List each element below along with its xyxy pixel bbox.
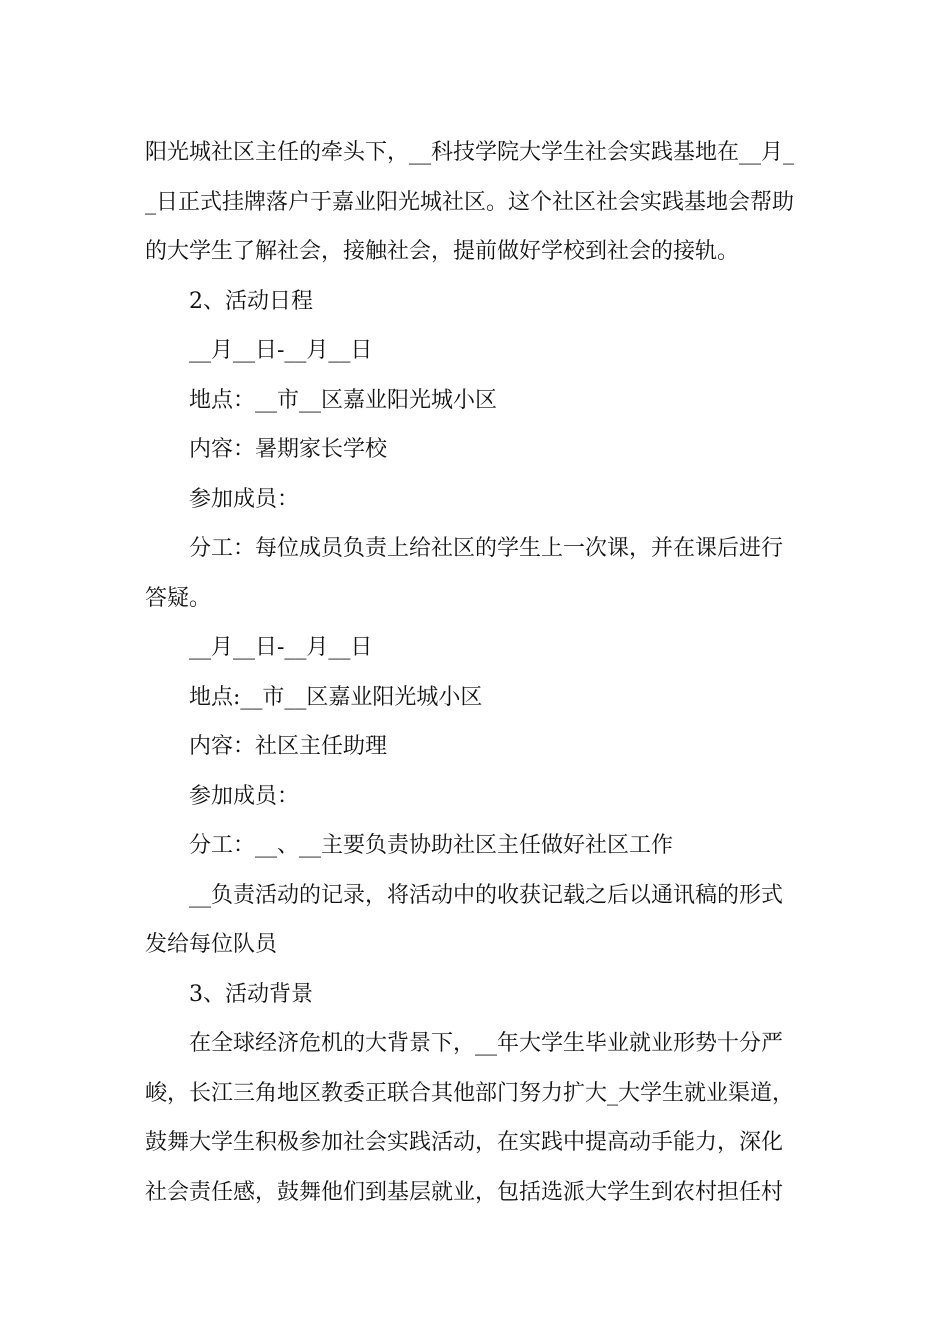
schedule-division: 分工：每位成员负责上给社区的学生上一次课，并在课后进行: [189, 536, 784, 561]
schedule-content: 内容：暑期家长学校: [189, 437, 388, 462]
schedule-location: 地点:__市__区嘉业阳光城小区: [189, 684, 483, 710]
text-line: 的大学生了解社会，接触社会，提前做好学校到社会的接轨。: [145, 239, 740, 264]
text-line: 社会责任感，鼓舞他们到基层就业，包括选派大学生到农村担任村: [145, 1179, 784, 1205]
section-heading: 3、活动背景: [189, 981, 313, 1007]
section-heading: 2、活动日程: [189, 288, 313, 314]
text-line: 鼓舞大学生积极参加社会实践活动，在实践中提高动手能力，深化: [145, 1130, 784, 1155]
text-line: 阳光城社区主任的牵头下，__科技学院大学生社会实践基地在__月_: [145, 140, 795, 165]
text-line: 峻，长江三角地区教委正联合其他部门努力扩大_大学生就业渠道，: [145, 1080, 795, 1106]
document-page: [145, 128, 810, 1217]
text-line: _日正式挂牌落户于嘉业阳光城社区。这个社区社会实践基地会帮助: [145, 189, 795, 215]
schedule-members: 参加成员：: [189, 486, 300, 512]
text-line: 发给每位队员: [145, 932, 278, 957]
text-line: __负责活动的记录，将活动中的收获记载之后以通讯稿的形式: [189, 882, 784, 908]
text-line: 答疑。: [145, 585, 212, 611]
schedule-content: 内容：社区主任助理: [189, 734, 388, 759]
schedule-date: __月__日-__月__日: [189, 338, 373, 363]
schedule-division: 分工：__、__主要负责协助社区主任做好社区工作: [189, 833, 674, 858]
text-line: 在全球经济危机的大背景下，__年大学生毕业就业形势十分严: [189, 1031, 784, 1056]
schedule-members: 参加成员：: [189, 783, 300, 809]
schedule-date: __月__日-__月__日: [189, 635, 373, 660]
schedule-location: 地点：__市__区嘉业阳光城小区: [189, 387, 498, 413]
